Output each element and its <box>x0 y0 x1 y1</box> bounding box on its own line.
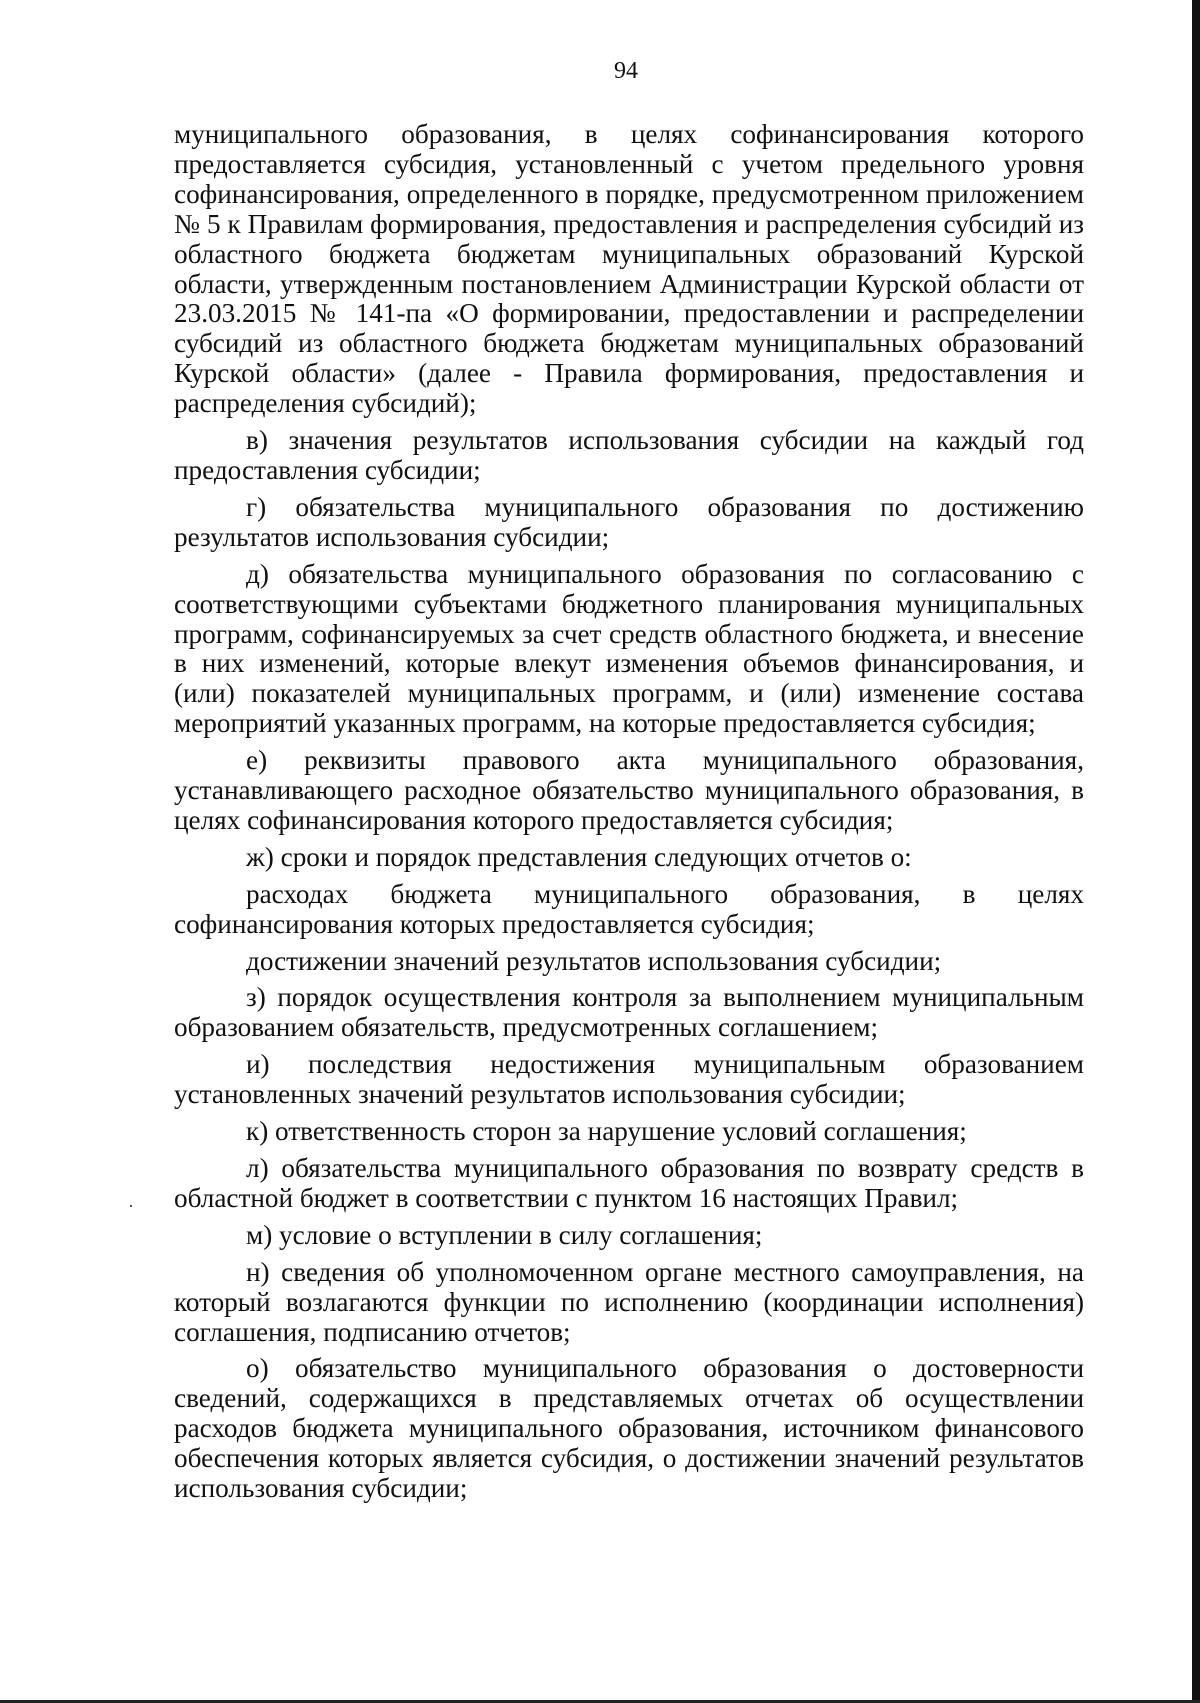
paragraph-item-k: к) ответственность сторон за нарушение условий соглашения; <box>246 1116 967 1147</box>
paragraph-item-v: в) значения результатов использования субсидии на каждый год предоставления субсидии; <box>174 425 1084 485</box>
paragraph-item-m: м) условие о вступлении в силу соглашения; <box>246 1219 763 1250</box>
paragraph-continuation: муниципального образования, в целях софинансирования которого предоставляется субсидия, установленный с учетом предельного уровня софинансирования, определенного в порядке, предусмотренном приложением № 5 к Правилам формирования, предоставления и распределения субсидий из областного бюджета бюджетам муниципальных образований Курской области, утвержденным постановлением Администрации Курской области от 23.03.2015 № 141-па «О формировании, предоставлении и распределении субсидий из областного бюджета бюджетам муниципальных образований Курской области» (далее - Правила формирования, предоставления и распределения субсидий); <box>174 119 1084 419</box>
paragraph-item-e: е) реквизиты правового акта муниципального образования, устанавливающего расходное обязательство муниципального образования, в целях софинансирования которого предоставляется субсидия; <box>174 745 1084 835</box>
paragraph-item-o: о) обязательство муниципального образования о достоверности сведений, содержащихся в представляемых отчетах об осуществлении расходов бюджета муниципального образования, источником финансового обеспечения которых является субсидия, о достижении значений результатов использования субсидии; <box>174 1353 1084 1504</box>
paragraph-item-zh: ж) сроки и порядок представления следующих отчетов о: <box>246 841 912 872</box>
page-number: 94 <box>614 58 638 84</box>
document-body <box>174 120 1084 1511</box>
paragraph-item-z: з) порядок осуществления контроля за выполнением муниципальным образованием обязательств, предусмотренных соглашением; <box>174 982 1084 1043</box>
scan-speck <box>130 1205 132 1207</box>
paragraph-item-zh-expenses: расходах бюджета муниципального образования, в целях софинансирования которых предоставляется субсидия; <box>174 878 1084 939</box>
paragraph-item-g: г) обязательства муниципального образования по достижению результатов использования субсидии; <box>174 491 1084 552</box>
paragraph-item-i: и) последствия недостижения муниципальным образованием установленных значений результатов использования субсидии; <box>174 1049 1084 1110</box>
paragraph-item-n: н) сведения об уполномоченном органе местного самоуправления, на который возлагаются функции по исполнению (координации исполнения) соглашения, подписанию отчетов; <box>174 1256 1084 1347</box>
paragraph-item-l: л) обязательства муниципального образования по возврату средств в областной бюджет в соответствии с пунктом 16 настоящих Правил; <box>174 1153 1084 1213</box>
paragraph-item-zh-results: достижении значений результатов использования субсидии; <box>246 945 942 976</box>
paragraph-item-d: д) обязательства муниципального образования по согласованию с соответствующими субъектами бюджетного планирования муниципальных программ, софинансируемых за счет средств областного бюджета, и внесение в них изменений, которые влекут изменения объемов финансирования, и (или) показателей муниципальных программ, и (или) изменение состава мероприятий указанных программ, на которые предоставляется субсидия; <box>174 558 1084 739</box>
scan-edge-right <box>1192 0 1200 1703</box>
